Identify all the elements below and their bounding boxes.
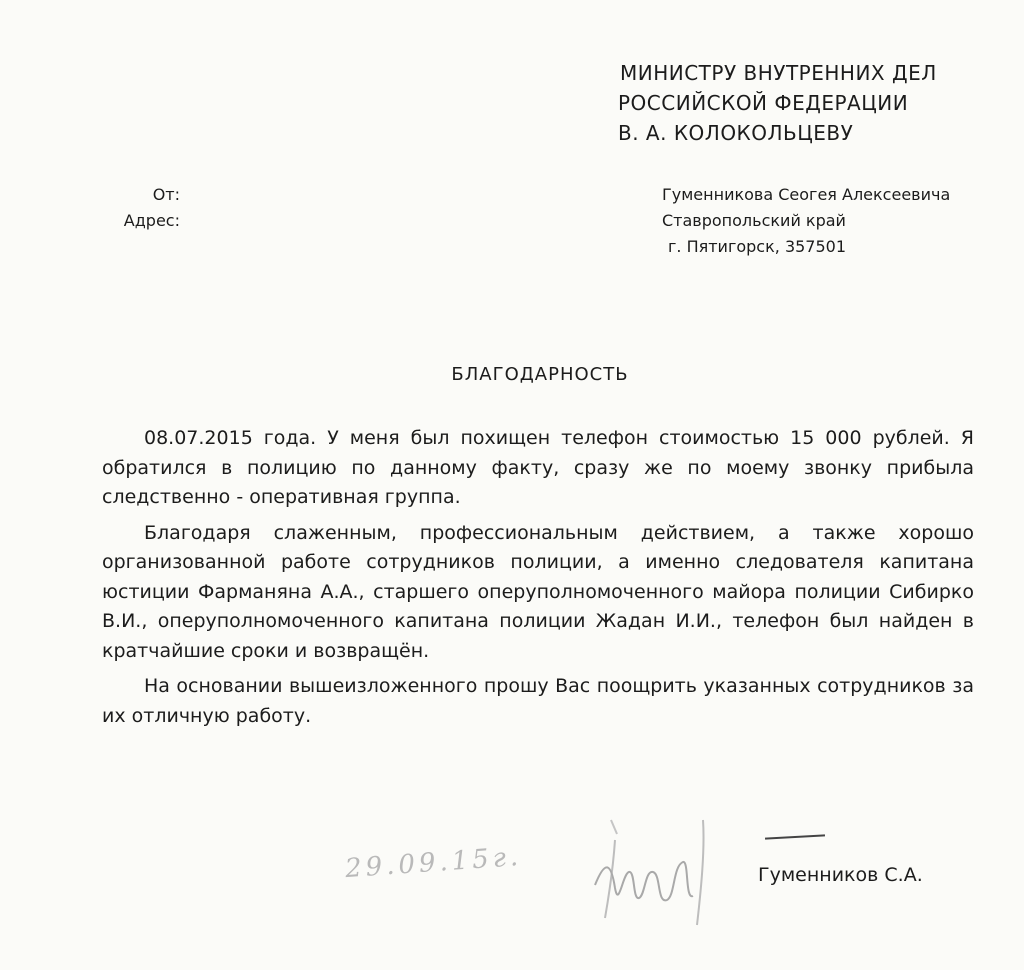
paragraph-3: На основании вышеизложенного прошу Вас поощрить указанных сотрудников за их отличную работу. [102,675,974,727]
sender-address-label: Адрес: [123,211,180,230]
sender-address-line-2: г. Пятигорск, 357501 [668,237,847,256]
addressee-block [620,58,937,148]
sender-from-value: Гуменникова Сеогея Алексеевича [662,185,951,204]
signer-name: Гуменников С.А. [758,864,923,886]
addressee-line-3: В. А. КОЛОКОЛЬЦЕВУ [618,121,854,145]
handwritten-date: 29.09.15г. [344,841,524,885]
signature-underline [765,834,825,839]
letter-body [102,424,974,737]
paragraph-2: Благодаря слаженным, профессиональным действием, а также хорошо организованной работе сотрудников полиции, а именно следователя капитана юстиции Фарманяна А.А., старшего оперуполномоченного майора полиции Сибирко В.И., оперуполномоченного капитана полиции Жадан И.И., телефон был найден в кратчайшие сроки и возвращён. [102,521,974,662]
paragraph-1: 08.07.2015 года. У меня был похищен телефон стоимостью 15 000 рублей. Я обратился в полицию по данному факту, сразу же по моему звонку прибыла следственно - оперативная группа. [102,427,974,508]
handwritten-signature [575,800,725,930]
addressee-line-2: РОССИЙСКОЙ ФЕДЕРАЦИИ [618,91,909,115]
document-title: БЛАГОДАРНОСТЬ [451,364,629,385]
addressee-line-1: МИНИСТРУ ВНУТРЕННИХ ДЕЛ [620,61,937,85]
sender-from-label: От: [152,185,180,204]
sender-address-line-1: Ставропольский край [662,211,846,230]
